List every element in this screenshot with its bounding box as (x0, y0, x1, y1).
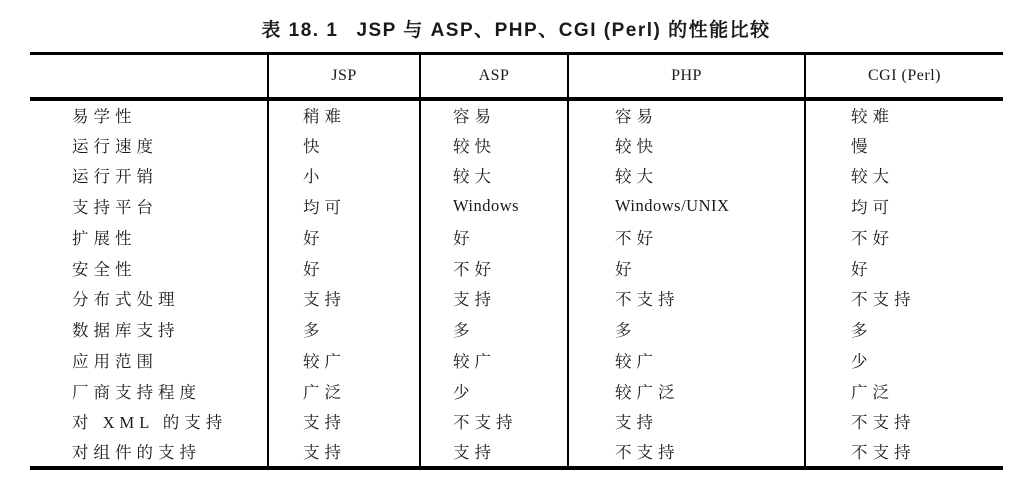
value-cell: 好 (805, 252, 1003, 283)
table-row (30, 406, 1003, 437)
table-row (30, 314, 1003, 345)
value-cell: 稍难 (268, 99, 420, 130)
value-cell: 较大 (420, 160, 568, 191)
feature-cell: 易学性 (72, 106, 137, 126)
value-cell: 少 (420, 375, 568, 406)
feature-cell: 对组件的支持 (72, 443, 201, 463)
value-cell: Windows/UNIX (568, 191, 805, 222)
value-cell: 好 (268, 252, 420, 283)
value-cell: 慢 (805, 129, 1003, 160)
table-row (30, 129, 1003, 160)
feature-cell: 对 XML 的支持 (72, 413, 228, 433)
value-cell: 好 (268, 222, 420, 253)
value-cell: 不支持 (805, 283, 1003, 314)
table-row (30, 160, 1003, 191)
column-header-cgi-perl: CGI (Perl) (805, 54, 1003, 99)
value-cell: 支持 (420, 283, 568, 314)
table-row (30, 375, 1003, 406)
value-cell: 广泛 (805, 375, 1003, 406)
value-cell: 较广 (420, 345, 568, 376)
value-cell: 支持 (420, 437, 568, 468)
value-cell: 较大 (805, 160, 1003, 191)
table-title-number: 表 18. 1 (261, 20, 339, 41)
value-cell: 不支持 (568, 437, 805, 468)
value-cell: 少 (805, 345, 1003, 376)
value-cell: Windows (420, 191, 568, 222)
value-cell: 多 (268, 314, 420, 345)
feature-cell: 安全性 (72, 259, 137, 279)
value-cell: 多 (420, 314, 568, 345)
feature-cell: 应用范围 (72, 351, 158, 371)
comparison-table (30, 52, 1003, 470)
table-row (30, 437, 1003, 468)
value-cell: 均可 (805, 191, 1003, 222)
table-row (30, 99, 1003, 130)
table-row (30, 222, 1003, 253)
table-row (30, 345, 1003, 376)
table-title (0, 0, 1032, 52)
value-cell: 较广泛 (568, 375, 805, 406)
column-header-jsp: JSP (268, 54, 420, 99)
column-header-feature (30, 54, 268, 99)
feature-cell: 支持平台 (72, 198, 158, 218)
table-row (30, 191, 1003, 222)
column-header-php: PHP (568, 54, 805, 99)
value-cell: 不好 (805, 222, 1003, 253)
value-cell: 较快 (420, 129, 568, 160)
column-header-asp: ASP (420, 54, 568, 99)
table-row (30, 252, 1003, 283)
value-cell: 广泛 (268, 375, 420, 406)
table-title-text: JSP 与 ASP、PHP、CGI (Perl) 的性能比较 (356, 20, 771, 41)
value-cell: 不好 (568, 222, 805, 253)
table-body (30, 99, 1003, 468)
value-cell: 不支持 (805, 437, 1003, 468)
value-cell: 好 (420, 222, 568, 253)
value-cell: 多 (805, 314, 1003, 345)
value-cell: 不好 (420, 252, 568, 283)
value-cell: 容易 (568, 99, 805, 130)
value-cell: 较快 (568, 129, 805, 160)
feature-cell: 数据库支持 (72, 321, 180, 341)
value-cell: 较难 (805, 99, 1003, 130)
feature-cell: 运行开销 (72, 167, 158, 187)
value-cell: 小 (268, 160, 420, 191)
value-cell: 较广 (268, 345, 420, 376)
value-cell: 支持 (268, 283, 420, 314)
value-cell: 不支持 (568, 283, 805, 314)
value-cell: 不支持 (420, 406, 568, 437)
value-cell: 均可 (268, 191, 420, 222)
value-cell: 多 (568, 314, 805, 345)
table-row (30, 283, 1003, 314)
value-cell: 较大 (568, 160, 805, 191)
header-row (30, 54, 1003, 99)
value-cell: 支持 (568, 406, 805, 437)
feature-cell: 扩展性 (72, 228, 137, 248)
value-cell: 支持 (268, 406, 420, 437)
feature-cell: 运行速度 (72, 136, 158, 156)
value-cell: 快 (268, 129, 420, 160)
value-cell: 好 (568, 252, 805, 283)
value-cell: 不支持 (805, 406, 1003, 437)
feature-cell: 厂商支持程度 (72, 382, 201, 402)
value-cell: 较广 (568, 345, 805, 376)
value-cell: 支持 (268, 437, 420, 468)
value-cell: 容易 (420, 99, 568, 130)
feature-cell: 分布式处理 (72, 290, 180, 310)
